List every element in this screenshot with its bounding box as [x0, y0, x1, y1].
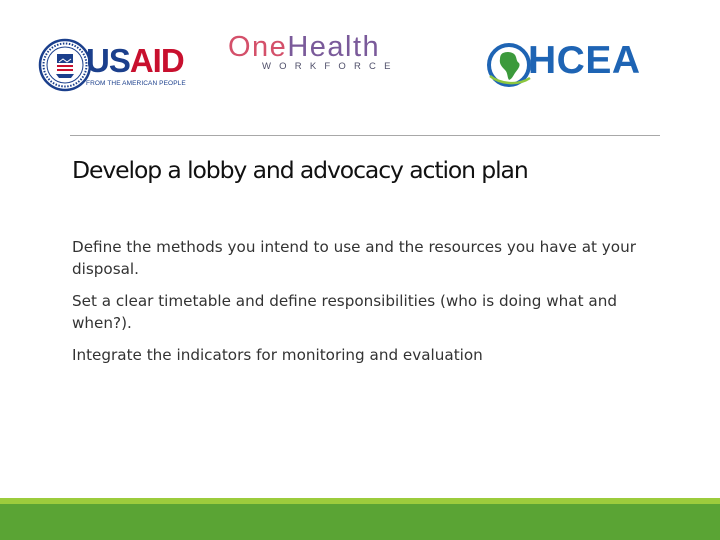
body-paragraph: Set a clear timetable and define responsibilities (who is doing what and when?). — [72, 292, 617, 332]
africa-globe-icon — [486, 42, 532, 88]
usaid-logo — [38, 38, 190, 98]
onehealth-workforce-logo — [228, 32, 450, 76]
footer-bar-dark — [0, 504, 720, 540]
onehealth-wordmark: OneHealth — [228, 31, 381, 63]
hcea-logo — [486, 40, 672, 90]
hcea-wordmark: HCEA — [528, 39, 641, 82]
usaid-seal-icon — [38, 38, 92, 92]
usaid-tagline: FROM THE AMERICAN PEOPLE — [86, 80, 186, 87]
slide-title: Develop a lobby and advocacy action plan — [72, 156, 528, 184]
logo-bar — [0, 0, 720, 110]
usaid-wordmark: USAID — [86, 42, 184, 79]
onehealth-subtitle: WORKFORCE — [262, 61, 399, 72]
body-paragraph: Define the methods you intend to use and the resources you have at your disposal. — [72, 238, 636, 278]
title-divider — [70, 135, 660, 136]
slide-body — [72, 237, 662, 378]
body-paragraph: Integrate the indicators for monitoring and evaluation — [72, 346, 483, 364]
